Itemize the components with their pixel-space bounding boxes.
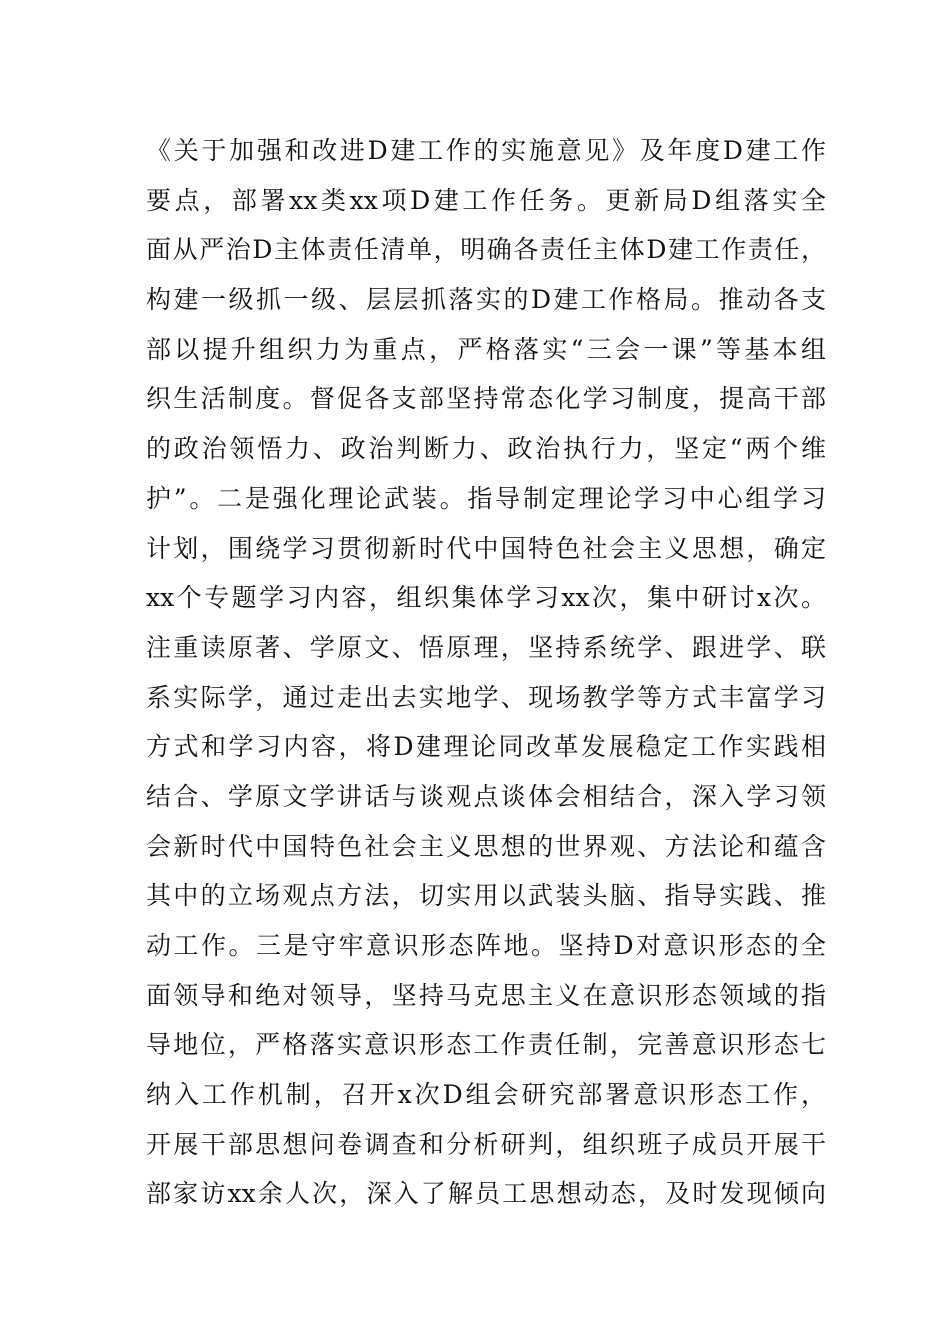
text-line: 会新时代中国特色社会主义思想的世界观、方法论和蕴含 — [146, 831, 826, 861]
text-line: 部以提升组织力为重点，严格落实“三会一课”等基本组 — [146, 334, 826, 364]
text-line: 要点，部署xx类xx项D建工作任务。更新局D组落实全 — [146, 185, 826, 215]
text-line: 结合、学原文学讲话与谈观点谈体会相结合，深入学习领 — [146, 781, 826, 811]
text-line: 《关于加强和改进D建工作的实施意见》及年度D建工作 — [146, 136, 826, 165]
body-paragraph — [146, 126, 826, 1219]
text-line: 导地位，严格落实意识形态工作责任制，完善意识形态七 — [146, 1030, 826, 1060]
text-line: 部家访xx余人次，深入了解员工思想动态，及时发现倾向 — [146, 1179, 826, 1209]
text-line: xx个专题学习内容，组织集体学习xx次，集中研讨x次。 — [146, 583, 826, 613]
text-line: 动工作。三是守牢意识形态阵地。坚持D对意识形态的全 — [146, 931, 826, 960]
text-line: 纳入工作机制，召开x次D组会研究部署意识形态工作， — [146, 1080, 826, 1110]
text-line: 的政治领悟力、政治判断力、政治执行力，坚定“两个维 — [146, 434, 826, 464]
text-line: 面领导和绝对领导，坚持马克思主义在意识形态领域的指 — [146, 980, 826, 1010]
text-line: 护”。二是强化理论武装。指导制定理论学习中心组学习 — [146, 483, 826, 513]
text-line: 开展干部思想问卷调查和分析研判，组织班子成员开展干 — [146, 1129, 826, 1159]
text-line: 面从严治D主体责任清单，明确各责任主体D建工作责任， — [146, 235, 826, 265]
text-line: 方式和学习内容，将D建理论同改革发展稳定工作实践相 — [146, 732, 826, 762]
text-line: 构建一级抓一级、层层抓落实的D建工作格局。推动各支 — [146, 285, 826, 315]
text-line: 计划，围绕学习贯彻新时代中国特色社会主义思想，确定 — [146, 533, 826, 563]
text-line: 系实际学，通过走出去实地学、现场教学等方式丰富学习 — [146, 682, 826, 712]
text-line: 其中的立场观点方法，切实用以武装头脑、指导实践、推 — [146, 881, 826, 911]
text-line: 注重读原著、学原文、悟原理，坚持系统学、跟进学、联 — [146, 632, 826, 662]
text-line: 织生活制度。督促各支部坚持常态化学习制度，提高干部 — [146, 384, 826, 414]
